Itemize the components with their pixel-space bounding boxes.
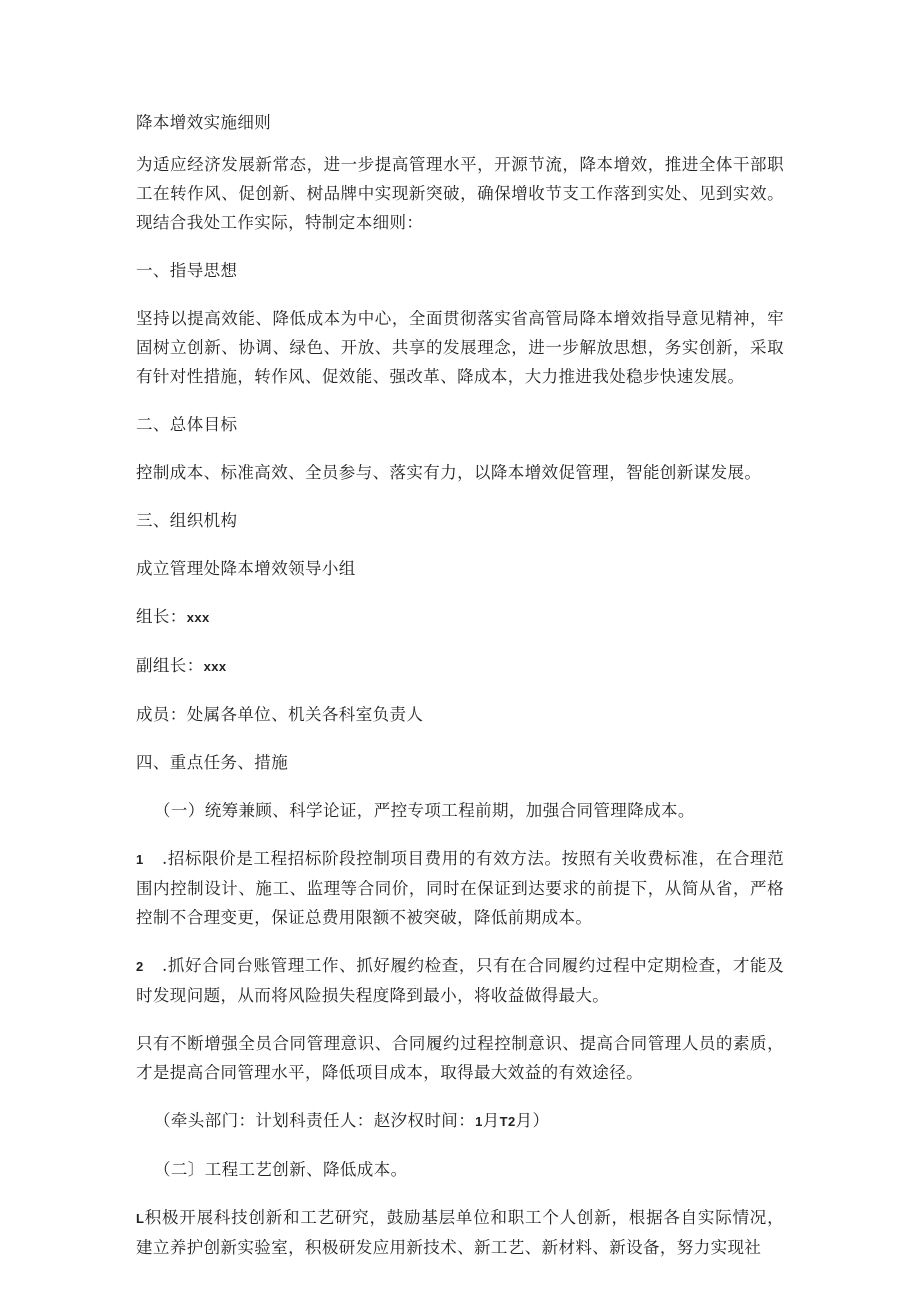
item-text: 积极开展科技创新和工艺研究，鼓励基层单位和职工个人创新，根据各自实际情况，建立养护创新实验室，积极研发应用新技术、新工艺、新材料、新设备，努力实现社 [136, 1208, 784, 1257]
document-title: 降本增效实施细则 [136, 113, 272, 132]
group-leader-value: xxx [186, 610, 210, 625]
subsection-1-summary: 只有不断增强全员合同管理意识、合同履约过程控制意识、提高合同管理人员的素质，才是提高合同管理水平，降低项目成本，取得最大效益的有效途径。 [136, 1034, 784, 1082]
section-heading-key-tasks: 四、重点任务、措施 [136, 753, 289, 772]
group-leader-line [136, 602, 784, 632]
section-heading-guiding-thought: 一、指导思想 [136, 261, 238, 280]
responsibility-suffix: 月） [515, 1111, 550, 1130]
responsibility-month-start: 1 [475, 1114, 483, 1129]
item-text: .抓好合同台账管理工作、抓好履约检查，只有在合同履约过程中定期检查，才能及时发现问题，从而将风险损失程度降到最小，将收益做得最大。 [136, 956, 784, 1005]
subsection-1-item-1 [136, 844, 784, 932]
responsibility-mid: 月 [482, 1111, 500, 1130]
responsibility-prefix: （牵头部门：计划科责任人：赵汐权时间： [154, 1111, 476, 1130]
subsection-2-title: （二〕工程工艺创新、降低成本。 [154, 1160, 408, 1179]
subsection-2-item-1 [136, 1203, 784, 1262]
deputy-leader-value: xxx [203, 659, 227, 674]
group-leader-label: 组长： [136, 607, 187, 626]
guiding-thought-paragraph: 坚持以提高效能、降低成本为中心，全面贯彻落实省高管局降本增效指导意见精神，牢固树立创新、协调、绿色、开放、共享的发展理念，进一步解放思想，务实创新，采取有针对性措施，转作风、促效能、强改革、降成本，大力推进我处稳步快速发展。 [136, 309, 784, 386]
subsection-1-item-2 [136, 951, 784, 1010]
deputy-leader-line [136, 651, 784, 681]
document-page [136, 108, 784, 1281]
item-number: L [136, 1211, 145, 1226]
deputy-leader-label: 副组长： [136, 656, 204, 675]
item-number: 1 [136, 852, 144, 867]
responsibility-month-end: T2 [499, 1114, 516, 1129]
subsection-1-responsibility [136, 1106, 784, 1136]
item-number: 2 [136, 959, 144, 974]
subsection-1-title: （一）统筹兼顾、科学论证，严控专项工程前期，加强合同管理降成本。 [154, 801, 695, 820]
section-heading-overall-goal: 二、总体目标 [136, 415, 238, 434]
item-text: .招标限价是工程招标阶段控制项目费用的有效方法。按照有关收费标准，在合理范围内控制设计、施工、监理等合同价，同时在保证到达要求的前提下，从简从省，严格控制不合理变更，保证总费用限额不被突破，降低前期成本。 [136, 849, 784, 927]
members-line: 成员：处属各单位、机关各科室负责人 [136, 705, 424, 724]
section-heading-organization: 三、组织机构 [136, 511, 238, 530]
leading-group-paragraph: 成立管理处降本增效领导小组 [136, 559, 356, 578]
overall-goal-paragraph: 控制成本、标准高效、全员参与、落实有力，以降本增效促管理，智能创新谋发展。 [136, 463, 762, 482]
intro-paragraph: 为适应经济发展新常态，进一步提高管理水平，开源节流，降本增效，推进全体干部职工在转作风、促创新、树品牌中实现新突破，确保增收节支工作落到实处、见到实效。现结合我处工作实际，特制定本细则： [136, 155, 784, 232]
